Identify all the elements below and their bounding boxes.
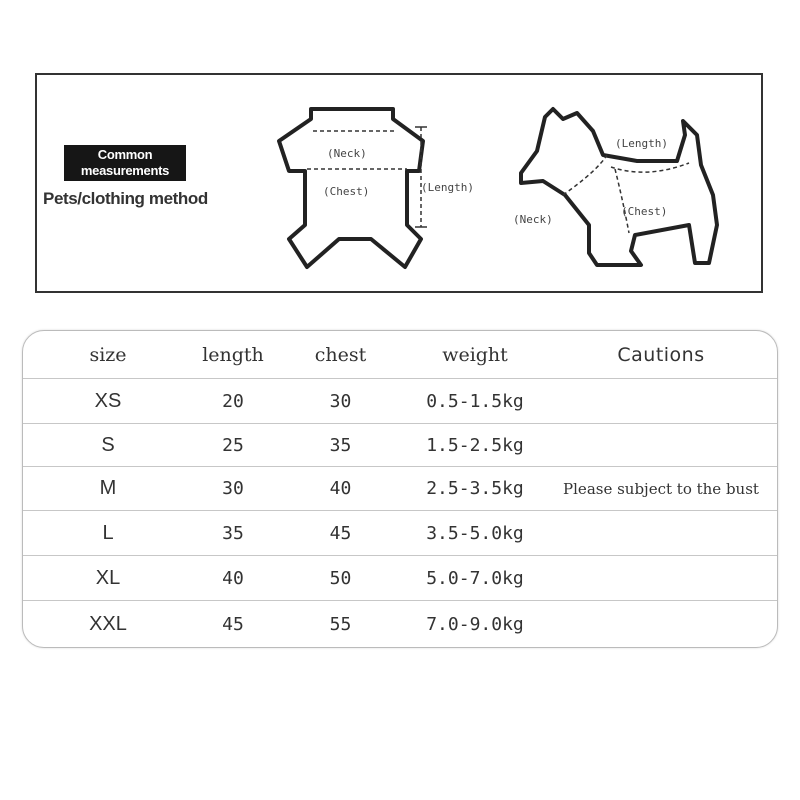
header-chest: chest [314,343,367,366]
chest-cell: 45 [329,522,352,544]
dog-diagram [513,109,717,265]
length-cell: 40 [222,567,244,589]
note-cell [543,511,778,555]
size-cell: M [99,477,117,499]
header-weight: weight [442,343,508,366]
table-row [23,467,777,511]
badge-line-1: Common [97,147,153,162]
garment-diagram [279,109,474,267]
badge-line-2: measurements [80,163,170,178]
weight-cell: 2.5-3.5kg [426,478,524,499]
size-cell: XS [94,389,122,412]
dog-chest-label: (Chest) [621,205,668,218]
chest-cell: 30 [329,390,352,412]
chest-cell: 55 [329,613,352,635]
size-cell: XL [95,566,121,589]
dog-outline-icon [521,109,717,265]
weight-cell: 0.5-1.5kg [426,390,524,412]
header-size: size [89,343,127,366]
weight-cell: 5.0-7.0kg [426,567,524,589]
length-cell: 30 [222,478,244,499]
table-row [23,424,777,467]
chest-cell: 35 [329,434,352,456]
table-row [23,601,777,647]
weight-cell: 3.5-5.0kg [426,522,524,544]
measurement-guide-panel [35,73,763,293]
dog-length-label: (Length) [615,137,668,150]
method-label: Pets/clothing method [43,189,208,208]
table-header-row [23,331,777,379]
note-cell [543,424,778,466]
length-cell: 45 [222,613,244,635]
table-row [23,379,777,424]
header-cautions: Cautions [617,343,705,366]
size-chart-table [22,330,778,648]
garment-neck-label: (Neck) [327,147,367,160]
chest-cell: 50 [329,567,352,589]
garment-length-label: (Length) [421,181,474,194]
size-cell: L [102,521,114,544]
note-cell [543,601,778,647]
note-cell: Please subject to the bust [563,479,759,498]
table-row [23,511,777,556]
length-cell: 35 [222,522,244,544]
size-cell: S [101,433,115,456]
measurement-diagrams [37,75,761,291]
dog-neck-label: (Neck) [513,213,553,226]
note-cell [543,379,778,423]
weight-cell: 1.5-2.5kg [426,434,524,456]
size-cell: XXL [89,612,127,635]
weight-cell: 7.0-9.0kg [426,613,524,635]
note-cell [543,556,778,600]
length-cell: 25 [222,434,244,456]
garment-chest-label: (Chest) [323,185,370,198]
header-length: length [202,343,264,366]
length-cell: 20 [222,390,244,412]
table-row [23,556,777,601]
chest-cell: 40 [329,478,352,499]
